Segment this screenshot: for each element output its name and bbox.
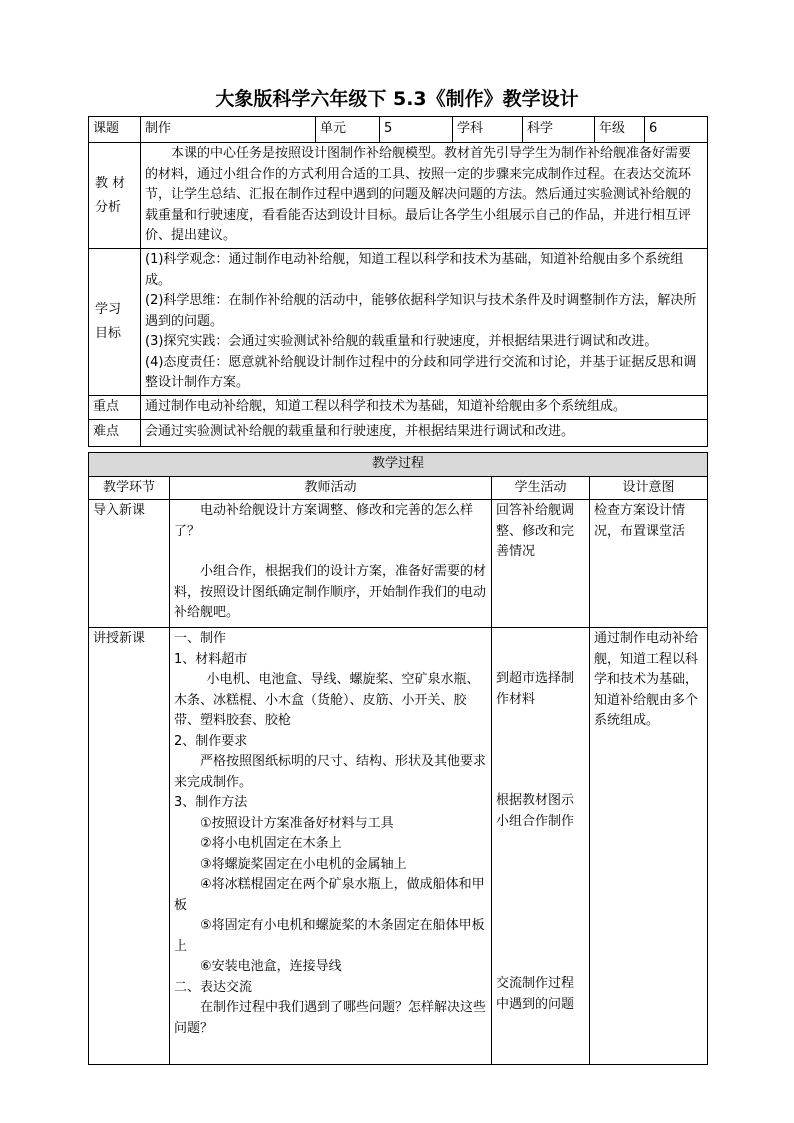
new-stage: 讲授新课 bbox=[89, 628, 170, 1065]
teaching-process-table bbox=[88, 452, 708, 1065]
subject-value: 科学 bbox=[523, 117, 595, 143]
analysis-label-line2: 分析 bbox=[95, 199, 122, 215]
materials-text: 小电机、电池盒、导线、螺旋桨、空矿泉水瓶、木条、冰糕棍、小木盒（货舱）、皮筋、小开关、胶带、塑料胶套、胶枪 bbox=[174, 672, 480, 728]
key-point-text: 通过制作电动补给舰，知道工程以科学和技术为基础，知道补给舰由多个系统组成。 bbox=[141, 395, 708, 419]
method-step: ⑥安装电池盒，连接导线 bbox=[200, 959, 342, 974]
analysis-text: 本课的中心任务是按照设计图制作补给舰模型。教材首先引导学生为制作补给舰准备好需要的材料，通过小组合作的方式利用合适的工具、按照一定的步骤来完成制作过程。在表达交流环节，让学生总结、汇报在制作过程中遇到的问题及解决问题的方法。然后通过实验测试补给舰的载重量和行驶速度，看看能否达到设计目标。最后让各学生小组展示自己的作品，并进行相互评价、提出建议。 bbox=[141, 143, 708, 249]
process-columns-row bbox=[89, 476, 708, 500]
key-point-label: 重点 bbox=[89, 395, 141, 419]
intro-teacher-question: 电动补给舰设计方案调整、修改和完善的怎么样了？ bbox=[174, 503, 474, 539]
topic-value: 制作 bbox=[141, 117, 316, 143]
goal-item: (2)科学思维：在制作补给舰的活动中，能够依据科学知识与技术条件及时调整制作方法，解决所遇到的问题。 bbox=[145, 293, 697, 329]
goals-label-line1: 学习 bbox=[95, 301, 122, 317]
method-step: ④将冰糕棍固定在两个矿泉水瓶上，做成船体和甲板 bbox=[174, 877, 485, 913]
intro-stage: 导入新课 bbox=[89, 500, 170, 628]
column-header: 教师活动 bbox=[170, 476, 492, 500]
goal-item: (4)态度责任：愿意就补给舰设计制作过程中的分歧和同学进行交流和讨论，并基于证据反思和调整设计制作方案。 bbox=[145, 354, 697, 390]
intro-intent: 检查方案设计情况，布置课堂活 bbox=[590, 500, 708, 628]
student-activity: 交流制作过程中遇到的问题 bbox=[496, 976, 575, 1012]
new-student bbox=[492, 628, 590, 1065]
spacer bbox=[496, 710, 585, 791]
unit-value: 5 bbox=[380, 117, 453, 143]
process-header: 教学过程 bbox=[89, 453, 708, 477]
method-step: ②将小电机固定在木条上 bbox=[200, 836, 342, 851]
student-activity: 到超市选择制作材料 bbox=[496, 671, 575, 707]
goals-row bbox=[89, 249, 708, 396]
new-intent: 通过制作电动补给舰，知道工程以科学和技术为基础，知道补给舰由多个系统组成。 bbox=[590, 628, 708, 1065]
intro-teacher-task: 小组合作，根据我们的设计方案，准备好需要的材料，按照设计图纸确定制作顺序，开始制作我们的电动补给舰吧。 bbox=[174, 564, 487, 620]
spacer bbox=[496, 832, 585, 974]
goals-label bbox=[89, 249, 141, 396]
column-header: 设计意图 bbox=[590, 476, 708, 500]
column-header: 教学环节 bbox=[89, 476, 170, 500]
key-point-row bbox=[89, 395, 708, 419]
sub-heading: 2、制作要求 bbox=[174, 733, 248, 749]
lesson-info-table bbox=[88, 116, 708, 447]
spacer bbox=[496, 629, 585, 669]
difficulty-row bbox=[89, 419, 708, 446]
section-heading: 一、制作 bbox=[174, 631, 227, 646]
student-activity: 根据教材图示小组合作制作 bbox=[496, 793, 575, 829]
section-heading: 二、表达交流 bbox=[174, 979, 253, 995]
intro-teacher bbox=[170, 500, 492, 628]
new-lesson-row bbox=[89, 628, 708, 1065]
requirements-text: 严格按照图纸标明的尺寸、结构、形状及其他要求来完成制作。 bbox=[174, 754, 487, 790]
topic-label: 课题 bbox=[89, 117, 141, 143]
analysis-label-line1: 教 材 bbox=[95, 175, 126, 191]
header-row bbox=[89, 117, 708, 143]
grade-value: 6 bbox=[645, 117, 708, 143]
grade-label: 年级 bbox=[595, 117, 645, 143]
analysis-row bbox=[89, 143, 708, 249]
page-title: 大象版科学六年级下 5.3《制作》教学设计 bbox=[215, 88, 579, 110]
method-step: ③将螺旋桨固定在小电机的金属轴上 bbox=[200, 856, 407, 872]
goal-item: (1)科学观念：通过制作电动补给舰，知道工程以科学和技术为基础，知道补给舰由多个系统组成。 bbox=[145, 252, 684, 288]
spacer bbox=[174, 542, 487, 562]
goals-label-line2: 目标 bbox=[95, 325, 122, 341]
method-step: ⑤将固定有小电机和螺旋桨的木条固定在船体甲板上 bbox=[174, 918, 485, 954]
difficulty-text: 会通过实验测试补给舰的载重量和行驶速度，并根据结果进行调试和改进。 bbox=[141, 419, 708, 446]
intro-student: 回答补给舰调整、修改和完善情况 bbox=[492, 500, 590, 628]
goals-list bbox=[141, 249, 708, 396]
goal-item: (3)探究实践：会通过实验测试补给舰的载重量和行驶速度，并根据结果进行调试和改进。 bbox=[145, 334, 658, 349]
method-step: ①按照设计方案准备好材料与工具 bbox=[200, 815, 394, 831]
discussion-question: 在制作过程中我们遇到了哪些问题？怎样解决这些问题？ bbox=[174, 1000, 487, 1036]
unit-label: 单元 bbox=[316, 117, 380, 143]
process-header-row bbox=[89, 453, 708, 477]
new-teacher bbox=[170, 628, 492, 1065]
subject-label: 学科 bbox=[453, 117, 523, 143]
column-header: 学生活动 bbox=[492, 476, 590, 500]
analysis-label bbox=[89, 143, 141, 249]
sub-heading: 3、制作方法 bbox=[174, 795, 248, 810]
intro-row bbox=[89, 500, 708, 628]
difficulty-label: 难点 bbox=[89, 419, 141, 446]
sub-heading: 1、材料超市 bbox=[174, 651, 248, 667]
